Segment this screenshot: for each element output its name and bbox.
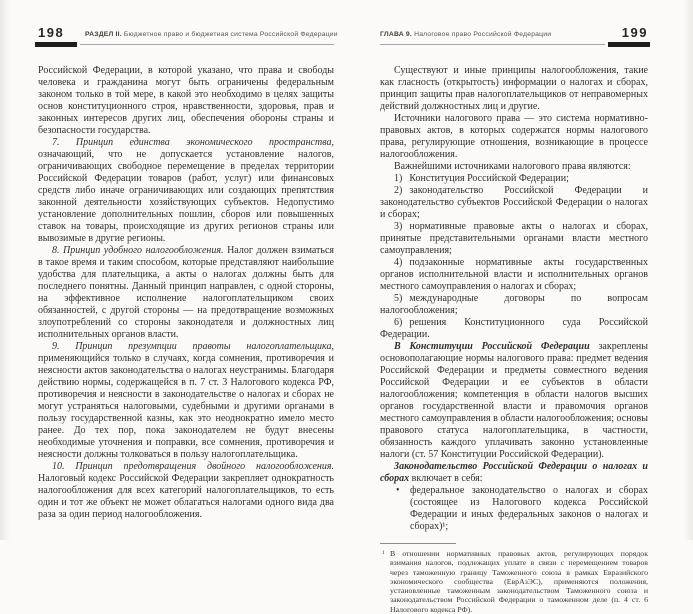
running-header-title: Бюджетное право и бюджетная система Российской Федерации	[121, 31, 338, 38]
list-item-number: 5)	[394, 293, 403, 304]
running-header-left	[38, 25, 338, 50]
page-number: 199	[621, 25, 648, 40]
list-item-text: законодательство Российской Федерации и законодательство субъектов Российской Федерации о налогах и сборах;	[380, 185, 648, 220]
list-item-text: международные договоры по вопросам налогообложения;	[380, 293, 648, 316]
list-item	[380, 257, 648, 293]
list-intro	[380, 161, 648, 173]
page-number-bar	[608, 42, 650, 47]
page-number-bar	[35, 42, 77, 47]
list-item-number: 3)	[394, 221, 403, 232]
principle-lead: 8. Принцип удобного налогообложения.	[52, 245, 224, 256]
running-header-text	[85, 31, 338, 38]
paragraph	[38, 65, 334, 137]
paragraph-principle-10	[38, 461, 334, 521]
list-item-number: 6)	[394, 317, 403, 328]
paragraph-text: Налоговый кодекс Российской Федерации закрепляет однократность налогообложения для всех категорий налогоплательщиков, то есть один и тот же объект не может облагаться налогами одного вида два раза за один период налогообложения.	[38, 473, 334, 520]
paragraph	[380, 65, 648, 113]
running-header-title: Налоговое право Российской Федерации	[412, 31, 552, 38]
list-item	[380, 317, 648, 341]
list-item-number: 1)	[394, 173, 403, 184]
paragraph-text: закреплены основополагающие нормы налогового права: предмет ведения Российской Федерации и предметы совместного ведения Российской Федерации и ее субъектов в области налогообложения; компетенция в области налогов высших органов государственной власти и правомочия органов местного самоуправления в области налогообложения; основы правового статуса налогоплательщика, в частности, обязанность каждого уплачивать законно установленные налоги (ст. 57 Конституции Российской Федерации).	[380, 341, 648, 460]
paragraph-principle-9	[38, 341, 334, 461]
principle-lead: 9. Принцип презумпции правоты налогоплательщика	[52, 341, 332, 352]
list-item-text: нормативные правовые акты о налогах и сборах, принятые представительными органами власти местного самоуправления;	[380, 221, 648, 256]
footnote-rule	[380, 543, 456, 544]
term-lead: Законодательство Российской Федерации о налогах и сборах	[380, 461, 648, 484]
running-header-section: РАЗДЕЛ II.	[85, 31, 122, 38]
header-rule	[80, 44, 334, 45]
page-number: 198	[38, 25, 65, 40]
list-item	[380, 293, 648, 317]
running-header-right	[380, 26, 648, 50]
principle-lead: 7. Принцип единства экономического пространства	[52, 137, 332, 148]
footnote-text: В отношении нормативных правовых актов, регулирующих порядок взимания налогов, подлежащих уплате в связи с перемещением товаров через таможенную границу Таможенного союза в рамках Евразийского экономического сообщества (ЕврАзЭС), применяются положения, установленные таможенным законодательством Таможенного союза и законодательством Российской Федерации о таможенном деле (п. 4 ст. 6 Налогового кодекса РФ).	[390, 549, 648, 614]
paragraph-text: , означающий, что не допускается установление налогов, ограничивающих свободное перемещение в пределах территории Российской Федерации товаров (работ, услуг) или финансовых средств либо иначе ограничивающих или создающих препятствия законной деятельности хозяйствующих субъектов. Недопустимо установление дополнительных пошлин, сборов или повышенных ставок на товары, происходящие из других регионов страны или вывозимые в другие регионы.	[38, 137, 334, 244]
paragraph-text: Важнейшими источниками налогового права являются:	[394, 161, 631, 172]
paragraph-principle-8	[38, 245, 334, 341]
paragraph-text: Существуют и иные принципы налогообложения, такие как гласность (открытость) информации о налогах и сборах, принцип защиты прав налогоплательщиков от неправомерных действий должностных лиц и другие.	[380, 65, 648, 112]
list-item	[380, 221, 648, 257]
paragraph-text: Российской Федерации, в которой указано, что права и свободы человека и гражданина могут быть ограничены федеральным законом только в той мере, в какой это необходимо в целях защиты основ конституционного строя, нравственности, здоровья, прав и законных интересов других лиц, обеспечения обороны страны и безопасности государства.	[38, 65, 334, 136]
page-199	[346, 0, 693, 614]
paragraph-constitution	[380, 341, 648, 461]
paragraph	[380, 113, 648, 161]
paragraph-principle-7	[38, 137, 334, 245]
bullet-list-item	[380, 485, 648, 533]
list-item-number: 2)	[394, 185, 403, 196]
list-item	[380, 185, 648, 221]
header-rule	[380, 44, 605, 45]
term-lead: В Конституции Российской Федерации	[394, 341, 590, 352]
list-item-text: подзаконные нормативные акты государственных органов исполнительной власти и исполнительных органов местного самоуправления о налогах и сборах;	[380, 257, 648, 292]
paragraph-legislation	[380, 461, 648, 485]
paragraph-text: включает в себя:	[409, 473, 483, 484]
paragraph-text: Источники налогового права — это система нормативно-правовых актов, в которых содержатся нормы налогового права, регулирующие отношения, возникающие в процессе налогообложения.	[380, 113, 648, 160]
list-item-text: Конституция Российской Федерации;	[409, 173, 569, 184]
footnote	[380, 549, 648, 614]
list-item	[380, 173, 648, 185]
list-item-number: 4)	[394, 257, 403, 268]
footnote-block	[380, 543, 648, 614]
footnote-mark: 1	[382, 550, 385, 556]
bullet-icon: •	[396, 485, 400, 496]
bullet-item-text: федеральное законодательство о налогах и сборах (состоящее из Налогового кодекса Российской Федерации и иных федеральных законов о налогах и сборах)¹;	[410, 485, 648, 532]
principle-lead: 10. Принцип предотвращения двойного налогообложения.	[52, 461, 334, 472]
running-header-text	[380, 31, 551, 38]
page-198	[0, 0, 346, 540]
paragraph-text: , применяющийся только в случаях, когда сомнения, противоречия и неясности актов законодательства о налогах неустранимы. Благодаря действию нормы, содержащейся в п. 7 ст. 3 Налогового кодекса РФ, противоречия и неясности в законодательстве о налогах и сборах не могут устраняться налоговыми, судебными и другими органами в пользу государственной казны, как это неоднократно имело место ранее. До тех пор, пока законодателем не будут внесены необходимые уточнения и поправки, все сомнения, противоречия и неясности должны толковаться в пользу налогоплательщика.	[38, 341, 334, 460]
list-item-text: решения Конституционного суда Российской Федерации.	[380, 317, 648, 340]
paragraph-text: Налог должен взиматься в такое время и таким способом, которые представляют наибольшие удобства для плательщика, а акты о налогах должны быть для последнего понятны. Данный принцип направлен, с одной стороны, на эффективное исполнение налогоплательщиком своих обязанностей, с другой стороны — на предотвращение возможных злоупотреблений со стороны законодателя и должностных лиц исполнительных органов власти.	[38, 245, 334, 340]
running-header-section: ГЛАВА 9.	[380, 31, 412, 38]
